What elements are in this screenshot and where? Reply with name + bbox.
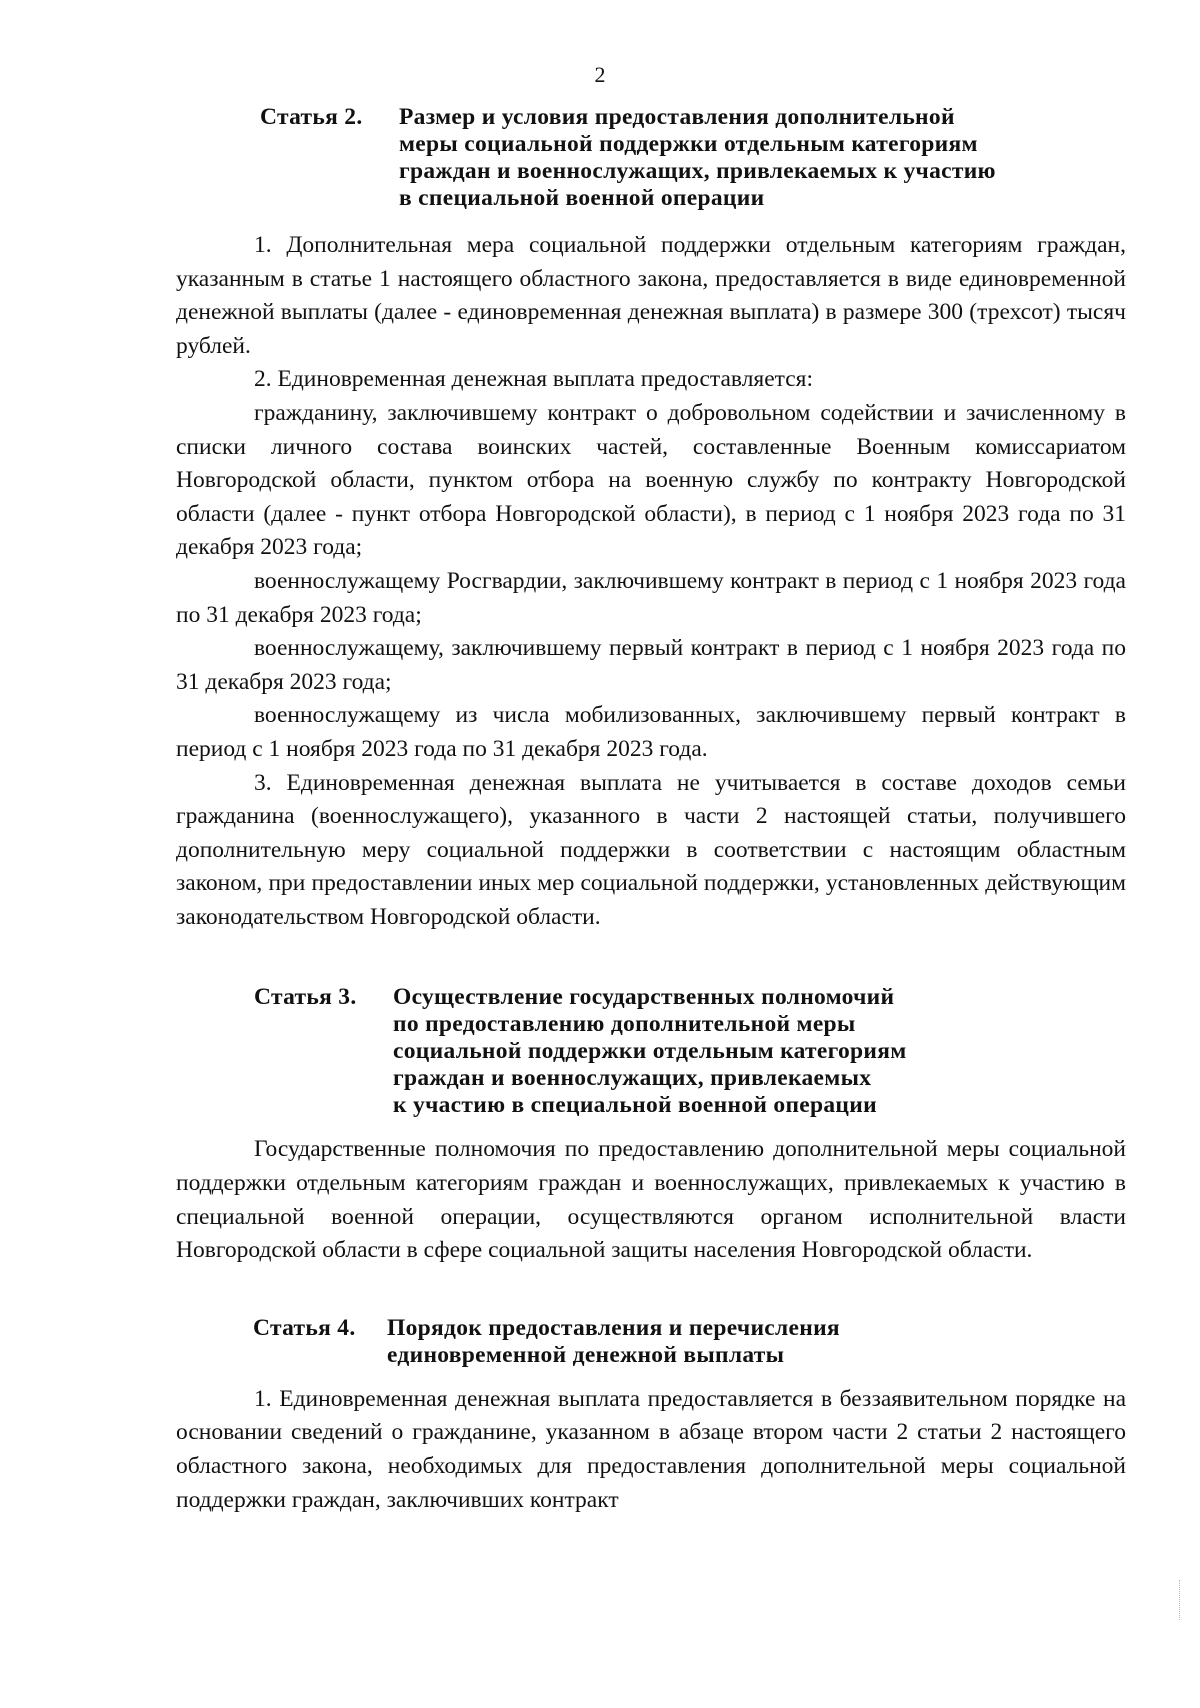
article-4-title (387, 1315, 1126, 1369)
article-2-title-line: граждан и военнослужащих, привлекаемых к участию (399, 158, 996, 184)
article-3-number: Статья 3. (254, 984, 357, 1011)
article-2-paragraph: гражданину, заключившему контракт о добровольном содействии и зачисленному в списки личного состава воинских частей, составленные Военным комиссариатом Новгородской области, пунктом отбора на военную службу по контракту Новгородской области (далее - пункт отбора Новгородской области), в период с 1 ноября 2023 года по 31 декабря 2023 года; (176, 399, 1126, 561)
article-4-number: Статья 4. (253, 1314, 356, 1341)
article-3-paragraph: Государственные полномочия по предоставлению дополнительной меры социальной поддержки отдельным категориям граждан и военнослужащих, привлекаемых к участию в специальной военной операции, осуществляются органом исполнительной власти Новгородской области в сфере социальной защиты населения Новгородской области. (176, 1136, 1126, 1264)
article-4-heading (253, 1315, 1126, 1369)
article-4-title-line: Порядок предоставления и перечисления (387, 1314, 840, 1341)
article-3-heading (254, 984, 1126, 1119)
article-2-title (399, 104, 1126, 212)
article-3-title-line: социальной поддержки отдельным категориям (393, 1038, 907, 1065)
article-2-title-line: в специальной военной операции (399, 185, 765, 211)
article-2-number: Статья 2. (260, 104, 363, 130)
article-2-paragraph: 1. Дополнительная мера социальной поддержки отдельным категориям граждан, указанным в статье 1 настоящего областного закона, предоставляется в виде единовременной денежной выплаты (далее - единовременная денежная выплата) в размере 300 (трехсот) тысяч рублей. (176, 232, 1126, 359)
article-2-title-line: меры социальной поддержки отдельным категориям (399, 131, 978, 157)
article-4-title-line: единовременной денежной выплаты (387, 1341, 785, 1368)
scan-edge-mark (1179, 1580, 1181, 1620)
document-body (176, 104, 1126, 1517)
article-2-paragraph: 3. Единовременная денежная выплата не учитывается в составе доходов семьи гражданина (военнослужащего), указанного в части 2 настоящей статьи, получившего дополнительную меру социальной поддержки в соответствии с настоящим областным законом, при предоставлении иных мер социальной поддержки, установленных действующим законодательством Новгородской области. (176, 769, 1126, 930)
article-3-title-line: к участию в специальной военной операции (393, 1092, 877, 1119)
article-2-title-line: Размер и условия предоставления дополнительной (399, 104, 955, 130)
article-2-paragraph: 2. Единовременная денежная выплата предоставляется: (254, 366, 813, 393)
page-number: 2 (594, 62, 606, 87)
article-3-title-line: по предоставлению дополнительной меры (393, 1011, 856, 1038)
article-3-title-line: граждан и военнослужащих, привлекаемых (393, 1065, 872, 1092)
article-3-title (393, 984, 1126, 1119)
article-2-heading (260, 104, 1126, 212)
article-2-paragraph: военнослужащему из числа мобилизованных, заключившему первый контракт в период с 1 ноября 2023 года по 31 декабря 2023 года. (176, 702, 1126, 762)
article-2-paragraph: военнослужащему Росгвардии, заключившему контракт в период с 1 ноября 2023 года по 31 декабря 2023 года; (176, 567, 1126, 628)
article-2-paragraph: военнослужащему, заключившему первый контракт в период с 1 ноября 2023 года по 31 декабря 2023 года; (176, 635, 1126, 695)
article-3-title-line: Осуществление государственных полномочий (393, 984, 895, 1011)
article-4-paragraph: 1. Единовременная денежная выплата предоставляется в беззаявительном порядке на основании сведений о гражданине, указанном в абзаце втором части 2 статьи 2 настоящего областного закона, необходимых для предоставления дополнительной меры социальной поддержки граждан, заключивших контракт (176, 1385, 1126, 1513)
